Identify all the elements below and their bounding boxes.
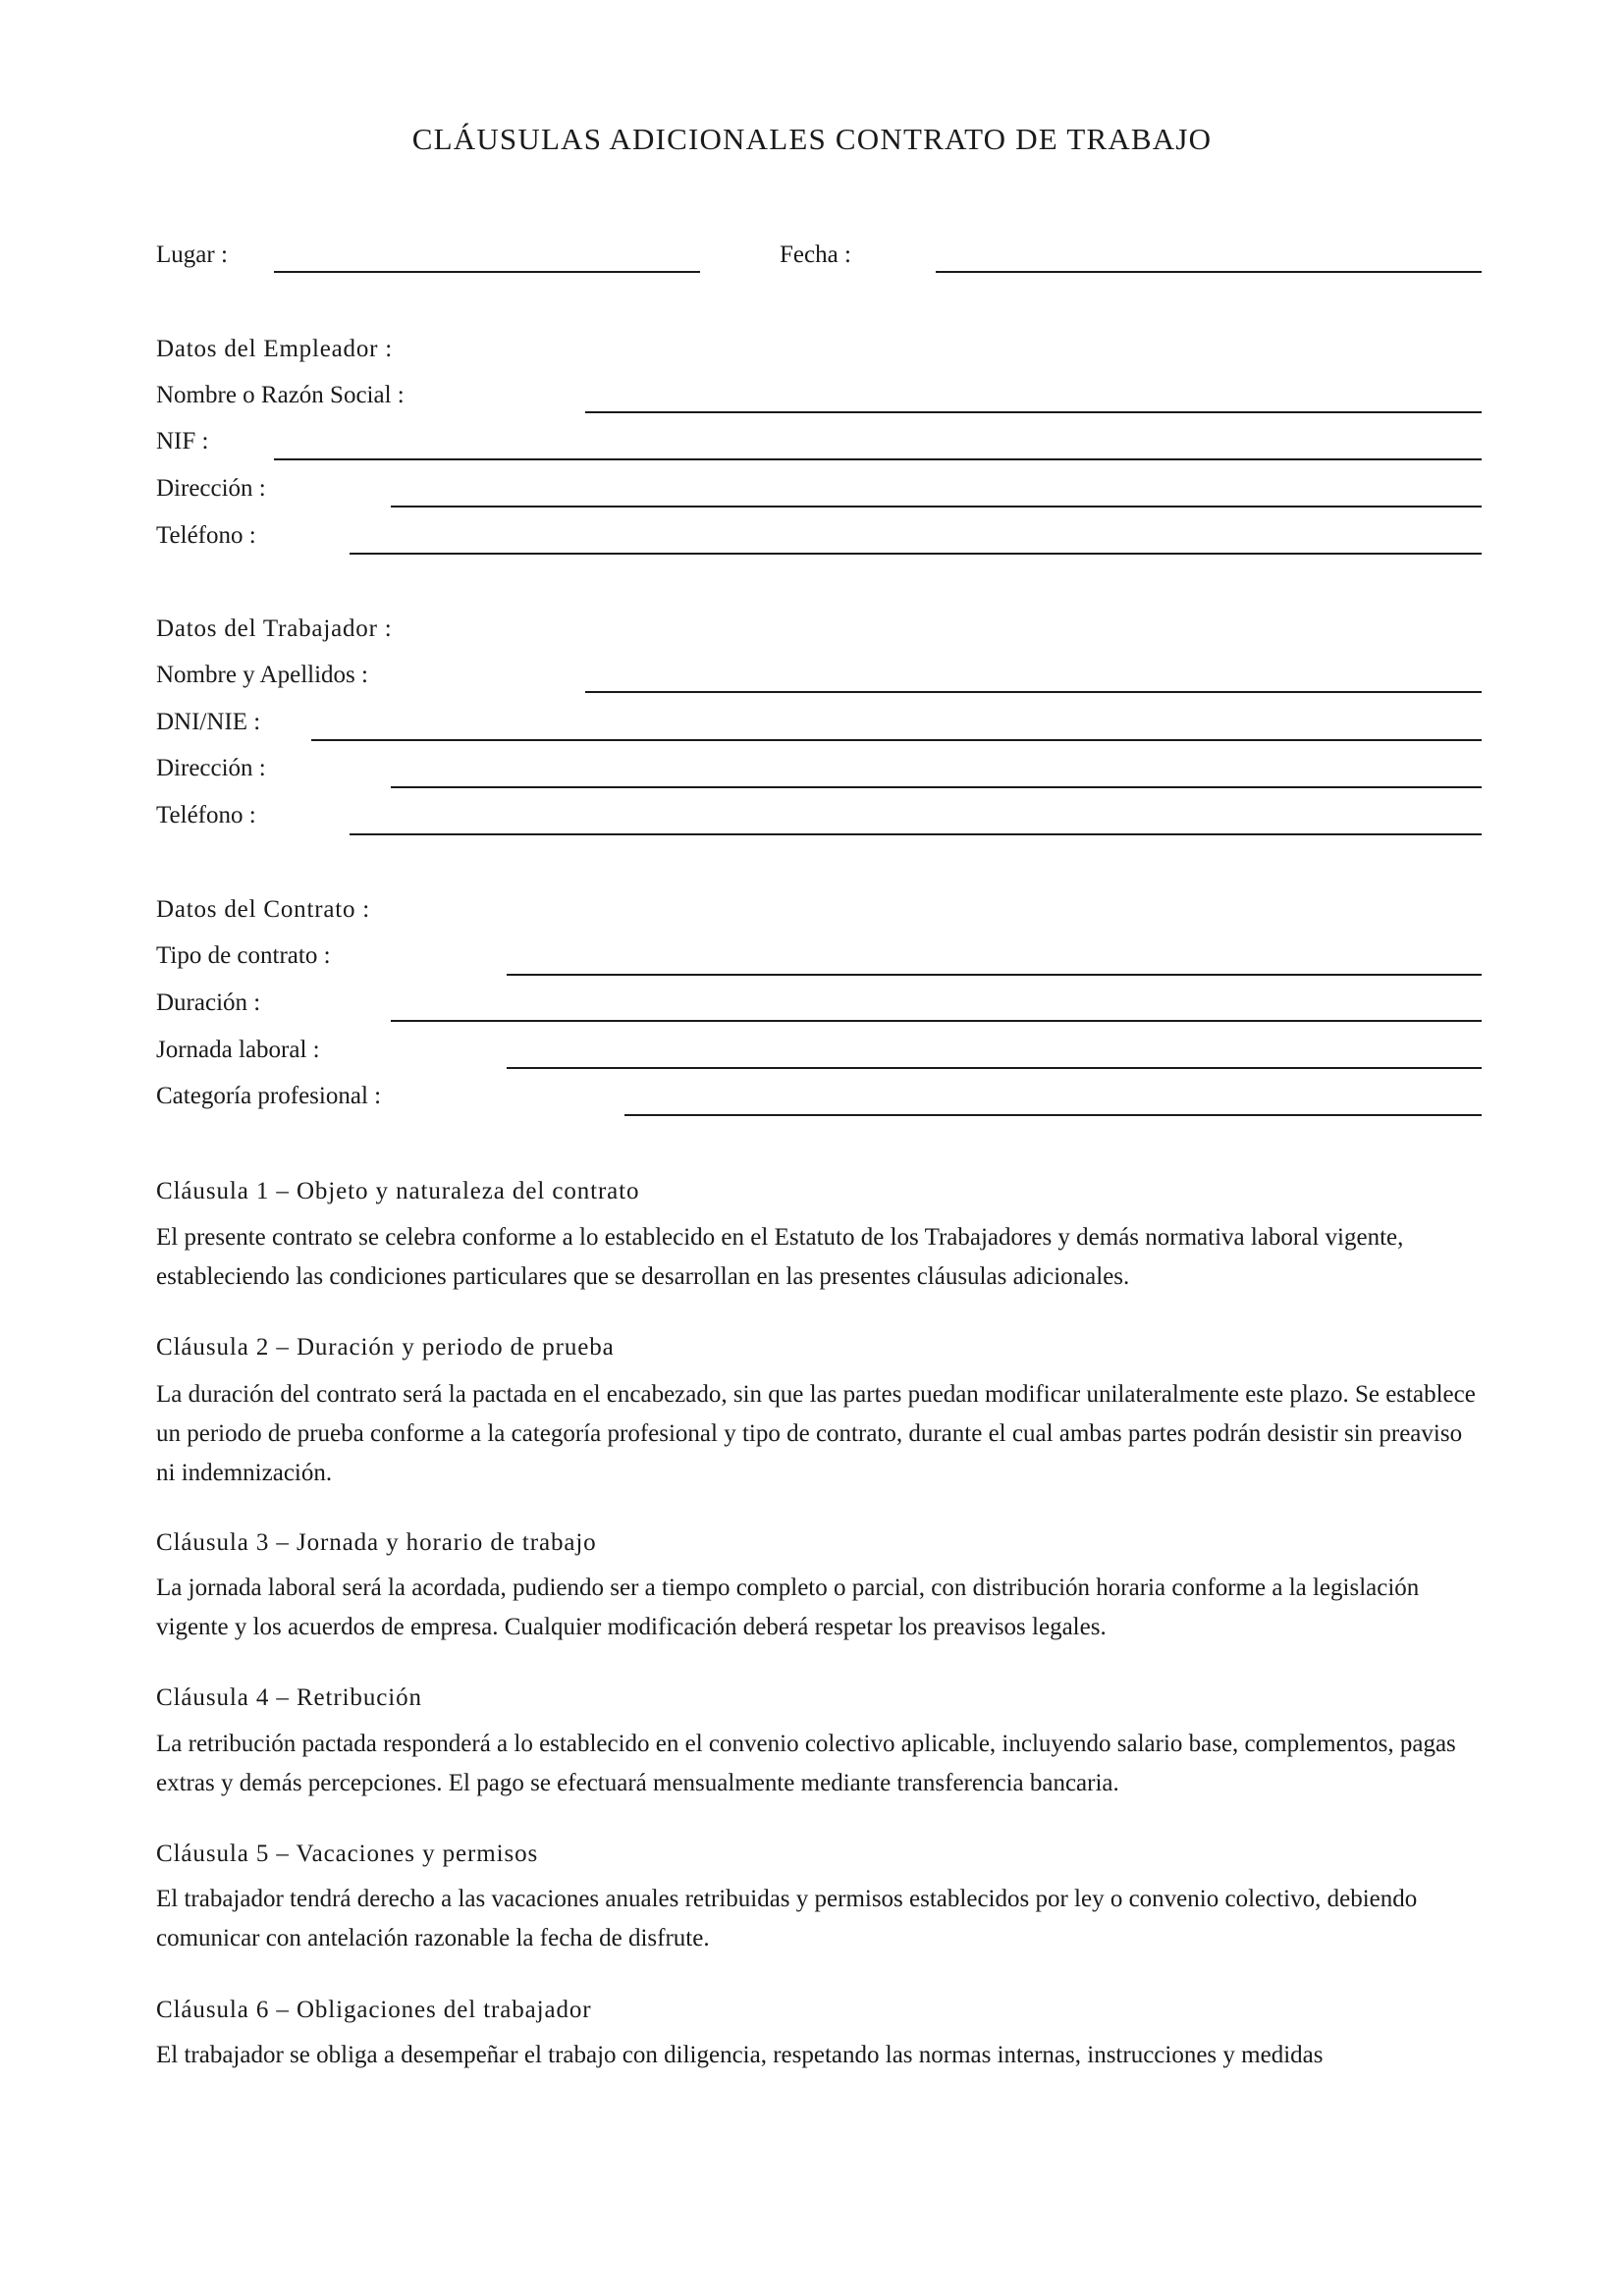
lugar-field-line[interactable]	[274, 271, 700, 273]
contrato-tipo-label: Tipo de contrato :	[156, 942, 331, 969]
contrato-duracion-label: Duración :	[156, 989, 261, 1016]
clause-5-text: El trabajador tendrá derecho a las vacaciones anuales retribuidas y permisos establecidos por ley o convenio colectivo, debiendo comunicar con antelación razonable la fecha de disfrute.	[156, 1886, 1418, 1951]
trabajador-section-heading: Datos del Trabajador :	[156, 615, 393, 642]
clause-3-heading: Cláusula 3 – Jornada y horario de trabajo	[156, 1529, 597, 1556]
trabajador-dni-field-line[interactable]	[311, 739, 1482, 741]
trabajador-direccion-field-line[interactable]	[391, 786, 1482, 788]
empleador-direccion-field-line[interactable]	[391, 506, 1482, 507]
lugar-label: Lugar :	[156, 241, 228, 268]
contrato-categoria-field-line[interactable]	[624, 1114, 1482, 1116]
contrato-section-heading: Datos del Contrato :	[156, 896, 371, 923]
empleador-direccion-label: Dirección :	[156, 475, 266, 502]
clause-3-text: La jornada laboral será la acordada, pudiendo ser a tiempo completo o parcial, con distribución horaria conforme a la legislación vigente y los acuerdos de empresa. Cualquier modificación deberá respetar los preavisos legales.	[156, 1575, 1420, 1640]
contrato-tipo-field-line[interactable]	[507, 974, 1482, 976]
clause-1-text: El presente contrato se celebra conforme a lo establecido en el Estatuto de los Trabajadores y demás normativa laboral vigente, estableciendo las condiciones particulares que se desarrollan en las presentes cláusulas adicionales.	[156, 1224, 1404, 1290]
contrato-duracion-field-line[interactable]	[391, 1020, 1482, 1022]
clause-1-heading: Cláusula 1 – Objeto y naturaleza del contrato	[156, 1178, 640, 1204]
clause-5-heading: Cláusula 5 – Vacaciones y permisos	[156, 1841, 539, 1867]
contrato-jornada-label: Jornada laboral :	[156, 1037, 320, 1063]
empleador-nif-label: NIF :	[156, 428, 209, 454]
trabajador-telefono-label: Teléfono :	[156, 802, 256, 828]
empleador-nif-field-line[interactable]	[274, 458, 1482, 460]
clause-2-text: La duración del contrato será la pactada en el encabezado, sin que las partes puedan modificar unilateralmente este plazo. Se establece un periodo de prueba conforme a la categoría profesional y tipo de contrato, durante el cual ambas partes podrán desistir sin preaviso ni indemnización.	[156, 1381, 1476, 1486]
trabajador-dni-label: DNI/NIE :	[156, 709, 261, 735]
trabajador-nombre-label: Nombre y Apellidos :	[156, 662, 368, 688]
clause-4-text: La retribución pactada responderá a lo establecido en el convenio colectivo aplicable, incluyendo salario base, complementos, pagas extras y demás percepciones. El pago se efectuará mensualmente mediante transferencia bancaria.	[156, 1731, 1456, 1796]
empleador-nombre-field-line[interactable]	[585, 411, 1482, 413]
contrato-categoria-label: Categoría profesional :	[156, 1083, 382, 1109]
clause-6-text: El trabajador se obliga a desempeñar el trabajo con diligencia, respetando las normas internas, instrucciones y medidas	[156, 2042, 1324, 2068]
clause-4-heading: Cláusula 4 – Retribución	[156, 1684, 422, 1711]
empleador-telefono-field-line[interactable]	[350, 553, 1482, 555]
document-title: CLÁUSULAS ADICIONALES CONTRATO DE TRABAJO	[411, 122, 1213, 156]
empleador-section-heading: Datos del Empleador :	[156, 336, 394, 362]
trabajador-telefono-field-line[interactable]	[350, 833, 1482, 835]
clause-6-heading: Cláusula 6 – Obligaciones del trabajador	[156, 1997, 592, 2023]
clause-2-heading: Cláusula 2 – Duración y periodo de prueba	[156, 1334, 615, 1361]
fecha-label: Fecha :	[780, 241, 851, 268]
trabajador-nombre-field-line[interactable]	[585, 691, 1482, 693]
contrato-jornada-field-line[interactable]	[507, 1067, 1482, 1069]
empleador-telefono-label: Teléfono :	[156, 522, 256, 549]
empleador-nombre-label: Nombre o Razón Social :	[156, 382, 405, 408]
fecha-field-line[interactable]	[936, 271, 1482, 273]
trabajador-direccion-label: Dirección :	[156, 755, 266, 781]
